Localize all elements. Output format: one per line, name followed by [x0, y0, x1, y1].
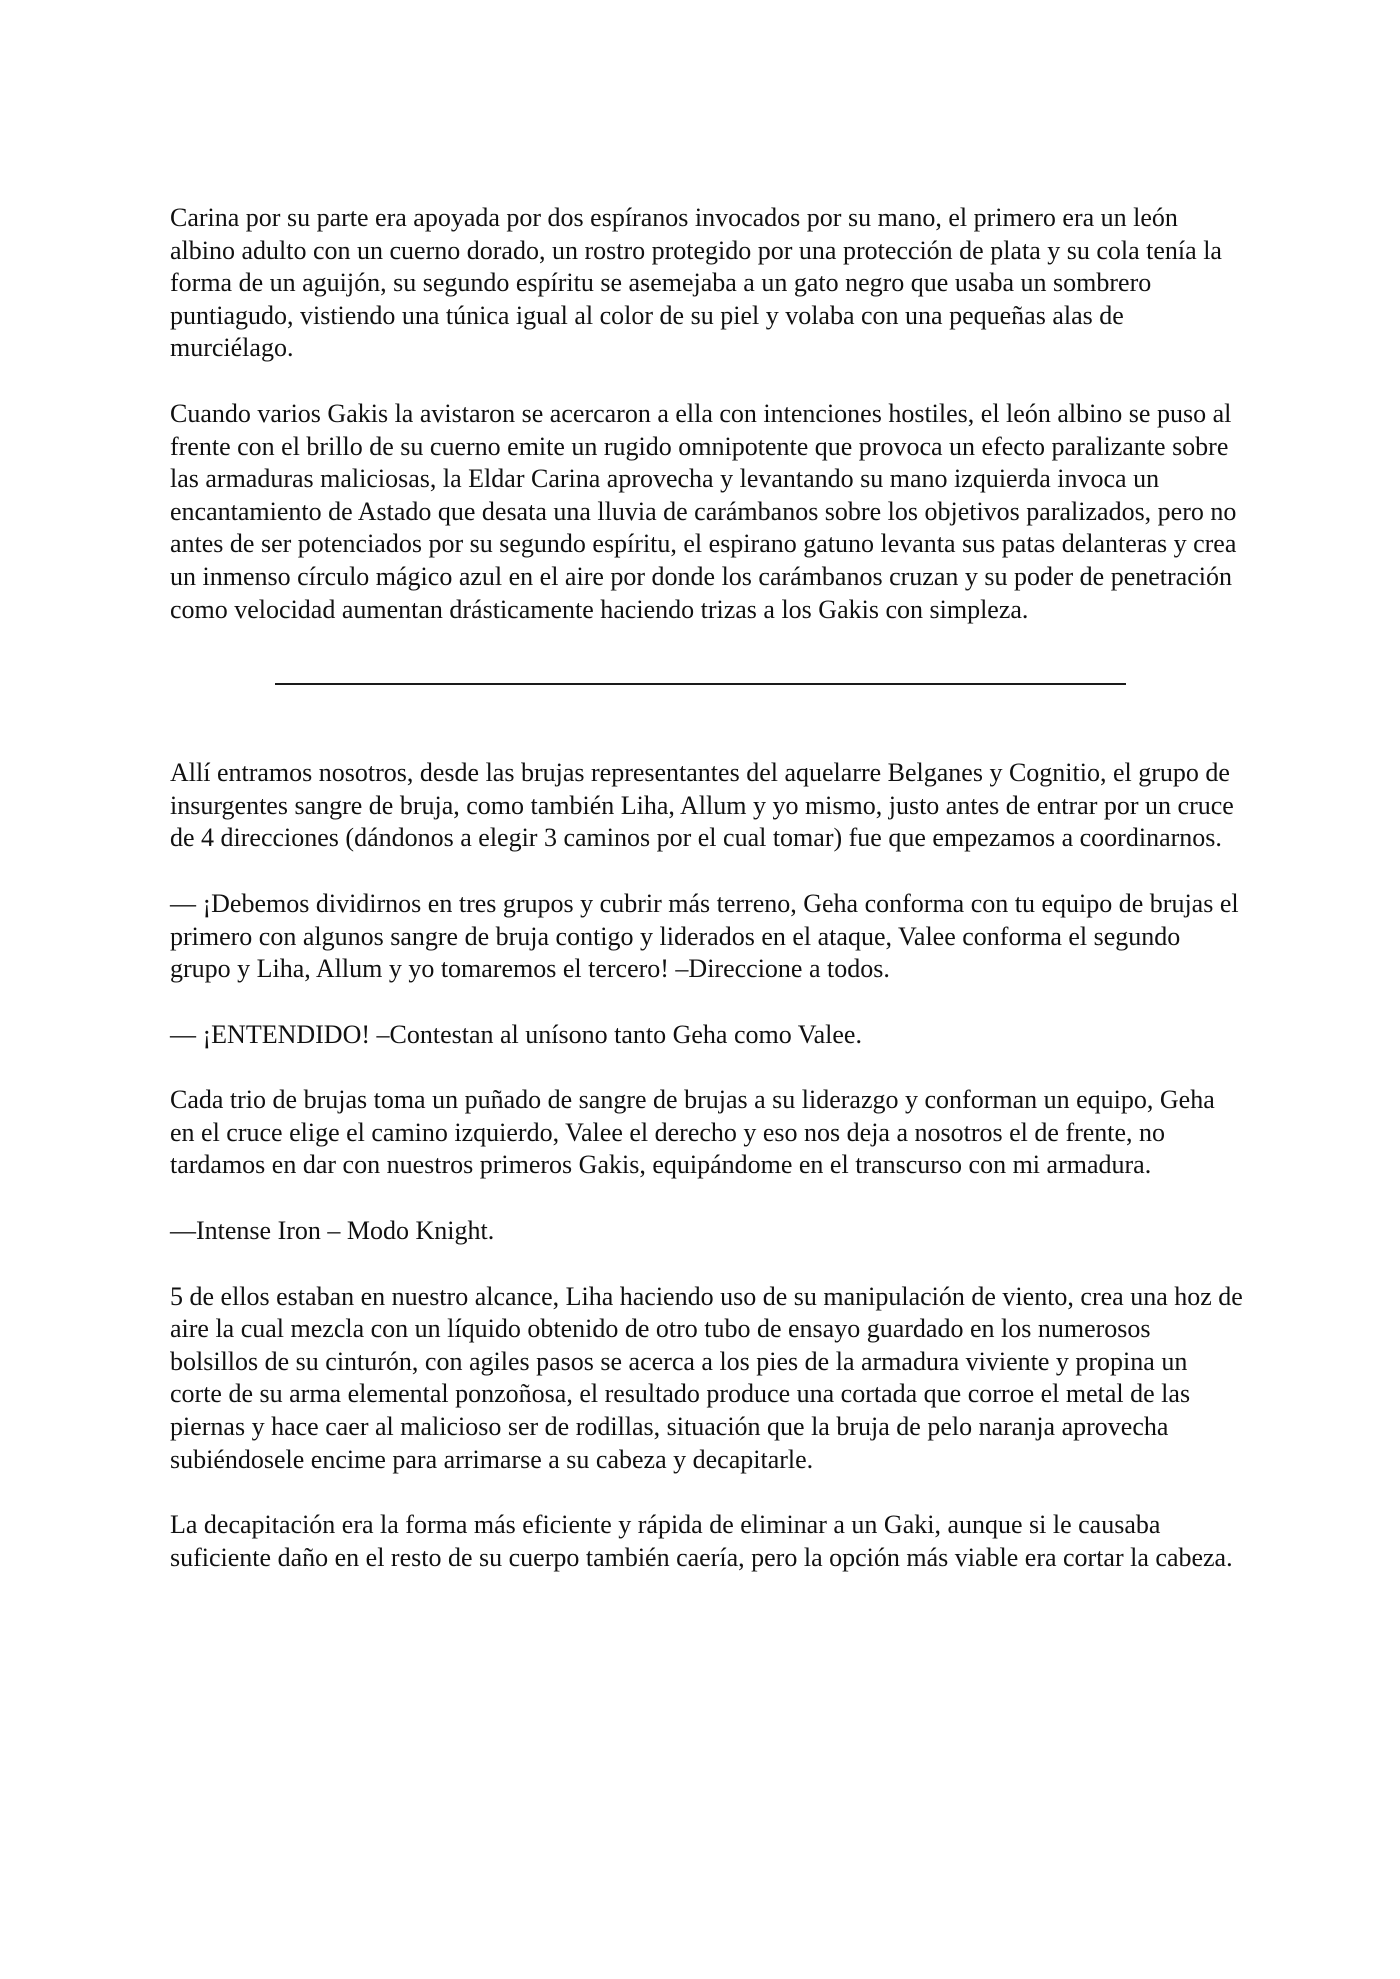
paragraph-carina-spirits: Carina por su parte era apoyada por dos espíranos invocados por su mano, el primero era un león albino adulto con un cuerno dorado, un rostro protegido por una protección de plata y su cola tenía la forma de un aguijón, su segundo espíritu se asemejaba a un gato negro que usaba un sombrero puntiagudo, vistiendo una túnica igual al color de su piel y volaba con una pequeñas alas de murciélago. [170, 203, 1222, 363]
paragraph-coordination: Allí entramos nosotros, desde las brujas representantes del aquelarre Belganes y Cognitio, el grupo de insurgentes sangre de bruja, como también Liha, Allum y yo mismo, justo antes de entrar por un cruce de 4 direcciones (dándonos a elegir 3 caminos por el cual tomar) fue que empezamos a coordinarnos. [170, 758, 1234, 853]
section-divider [275, 683, 1126, 685]
dialogue-divide-groups: — ¡Debemos dividirnos en tres grupos y cubrir más terreno, Geha conforma con tu equipo de brujas el primero con algunos sangre de bruja contigo y liderados en el ataque, Valee conforma el segundo grupo y Liha, Allum y yo tomaremos el tercero! –Direccione a todos. [170, 888, 1239, 984]
paragraph-liha-attack: 5 de ellos estaban en nuestro alcance, Liha haciendo uso de su manipulación de viento, crea una hoz de aire la cual mezcla con un líquido obtenido de otro tubo de ensayo guardado en los numerosos bolsillos de su cinturón, con agiles pasos se acerca a los pies de la armadura viviente y propina un corte de su arma elemental ponzoñosa, el resultado produce una cortada que corroe el metal de las piernas y hace caer al malicioso ser de rodillas, situación que la bruja de pelo naranja aprovecha subiéndosele encime para arrimarse a su cabeza y decapitarle. [170, 1281, 1243, 1474]
paragraph-gakis-attack: Cuando varios Gakis la avistaron se acercaron a ella con intenciones hostiles, el león albino se puso al frente con el brillo de su cuerno emite un rugido omnipotente que provoca un efecto paralizante sobre las armaduras maliciosas, la Eldar Carina aprovecha y levantando su mano izquierda invoca un encantamiento de Astado que desata una lluvia de carámbanos sobre los objetivos paralizados, pero no antes de ser potenciados por su segundo espíritu, el espirano gatuno levanta sus patas delanteras y crea un inmenso círculo mágico azul en el aire por donde los carámbanos cruzan y su poder de penetración como velocidad aumentan drásticamente haciendo trizas a los Gakis con simpleza. [170, 398, 1237, 624]
paragraph-trios: Cada trio de brujas toma un puñado de sangre de brujas a su liderazgo y conforman un equipo, Geha en el cruce elige el camino izquierdo, Valee el derecho y eso nos deja a nosotros el de frente, no tardamos en dar con nuestros primeros Gakis, equipándome en el transcurso con mi armadura. [170, 1085, 1215, 1180]
paragraph-decapitation: La decapitación era la forma más eficiente y rápida de eliminar a un Gaki, aunque si le causaba suficiente daño en el resto de su cuerpo también caería, pero la opción más viable era cortar la cabeza. [170, 1510, 1233, 1572]
dialogue-intense-iron: —Intense Iron – Modo Knight. [170, 1216, 495, 1246]
document-body [170, 202, 1245, 1574]
dialogue-understood: — ¡ENTENDIDO! –Contestan al unísono tanto Geha como Valee. [170, 1019, 862, 1049]
